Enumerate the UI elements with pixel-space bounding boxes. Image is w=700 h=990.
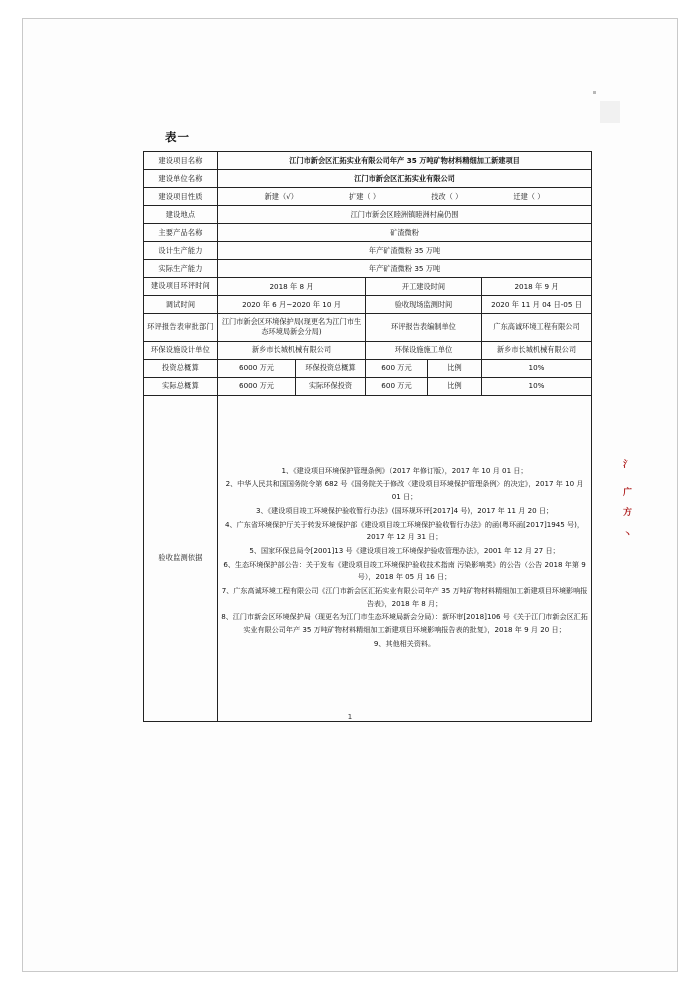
epdesign-value: 新乡市长城机械有限公司 (218, 341, 366, 359)
epconstruct-label: 环保设施施工单位 (366, 341, 482, 359)
actual-capacity-value: 年产矿渣微粉 35 万吨 (218, 260, 592, 278)
unit-name-value: 江门市新会区汇拓实业有限公司 (218, 170, 592, 188)
eia-time-value: 2018 年 8 月 (218, 278, 366, 296)
actual-capacity-label: 实际生产能力 (144, 260, 218, 278)
design-capacity-value: 年产矿渣微粉 35 万吨 (218, 242, 592, 260)
table-row (144, 206, 592, 224)
acceptance-monitor-label: 验收现场监测时间 (366, 296, 482, 314)
eia-prep-label: 环评报告表编制单位 (366, 314, 482, 342)
red-stamp-mark: 丶 (623, 530, 633, 540)
basis-item: 4、广东省环境保护厅关于转发环境保护部《建设项目竣工环境保护验收暂行办法》的函(粤环函[2017]1945 号)，2017 年 12 月 31 日； (225, 519, 585, 542)
approval-dept-label: 环评报告表审批部门 (144, 314, 218, 342)
table-row (144, 152, 592, 170)
page-number: 1 (347, 713, 353, 721)
table-row (144, 377, 592, 395)
basis-item: 8、江门市新会区环境保护局（现更名为江门市生态环境局新会分局）：新环审[2018]106 号《关于江门市新会区汇拓实业有限公司年产 35 万吨矿物材料精细加工新建项目环境影响报告表的批复》，2018 年 9 月 20 日； (221, 612, 588, 634)
table-row (144, 224, 592, 242)
table-row (144, 170, 592, 188)
commission-value: 2020 年 6 月~2020 年 10 月 (218, 296, 366, 314)
commission-label: 调试时间 (144, 296, 218, 314)
actual-total-value: 6000 万元 (218, 377, 296, 395)
ratio-value: 10% (482, 359, 592, 377)
actual-env-value: 600 万元 (366, 377, 428, 395)
unit-name-label: 建设单位名称 (144, 170, 218, 188)
table-row (144, 242, 592, 260)
env-invest-total-label: 环保投资总概算 (296, 359, 366, 377)
basis-item: 6、生态环境保护部公告：关于发布《建设项目竣工环境保护验收技术指南 污染影响类》的公告（公告 2018 年第 9 号），2018 年 05 月 16 日； (223, 559, 586, 582)
actual-total-label: 实际总概算 (144, 377, 218, 395)
basis-item: 7、广东高诚环境工程有限公司《江门市新会区汇拓实业有限公司年产 35 万吨矿物材料精细加工新建项目环境影响报告表》，2018 年 8 月； (221, 586, 588, 608)
red-stamp-mark: 氵 (623, 460, 633, 470)
basis-list (218, 395, 592, 721)
actual-ratio-label: 比例 (428, 377, 482, 395)
nature-option-relocate: 迁建（ ） (513, 191, 545, 201)
start-time-label: 开工建设时间 (366, 278, 482, 296)
basis-item: 2、中华人民共和国国务院令第 682 号《国务院关于修改〈建设项目环境保护管理条例〉的决定》，2017 年 10 月 01 日； (225, 479, 584, 501)
nature-option-tech: 技改（ ） (431, 191, 463, 201)
table-row (144, 260, 592, 278)
epconstruct-value: 新乡市长城机械有限公司 (482, 341, 592, 359)
scanned-page (22, 18, 678, 972)
product-label: 主要产品名称 (144, 224, 218, 242)
scan-speck (593, 91, 596, 94)
design-capacity-label: 设计生产能力 (144, 242, 218, 260)
actual-ratio-value: 10% (482, 377, 592, 395)
actual-env-label: 实际环保投资 (296, 377, 366, 395)
project-summary-table (143, 151, 592, 722)
basis-item: 3、《建设项目竣工环境保护验收暂行办法》(国环规环评[2017]4 号)，2017 年 11 月 20 日； (256, 505, 554, 515)
start-time-value: 2018 年 9 月 (482, 278, 592, 296)
nature-option-new: 新建（√） (264, 191, 298, 201)
product-value: 矿渣微粉 (218, 224, 592, 242)
red-stamp-mark: 广 (623, 488, 633, 498)
table-row (144, 359, 592, 377)
invest-total-label: 投资总概算 (144, 359, 218, 377)
table-label: 表一 (165, 130, 190, 144)
basis-item: 9、其他相关资料。 (373, 638, 436, 648)
project-nature-label: 建设项目性质 (144, 188, 218, 206)
table-row (144, 188, 592, 206)
nature-option-expand: 扩建（ ） (349, 191, 381, 201)
project-name-label: 建设项目名称 (144, 152, 218, 170)
basis-item: 5、国家环保总局令[2001]13 号《建设项目竣工环境保护验收管理办法》，2001 年 12 月 27 日； (249, 545, 560, 555)
project-name-value: 江门市新会区汇拓实业有限公司年产 35 万吨矿物材料精细加工新建项目 (218, 152, 592, 170)
red-stamp-mark: 方 (623, 508, 633, 518)
eia-prep-value: 广东高诚环境工程有限公司 (482, 314, 592, 342)
invest-total-value: 6000 万元 (218, 359, 296, 377)
basis-label: 验收监测依据 (144, 395, 218, 721)
ratio-label: 比例 (428, 359, 482, 377)
form-sheet (143, 129, 593, 722)
scan-speck (600, 101, 620, 123)
location-value: 江门市新会区睦洲镇睦洲村扁仍围 (218, 206, 592, 224)
location-label: 建设地点 (144, 206, 218, 224)
basis-item: 1、《建设项目环境保护管理条例》（2017 年修订版），2017 年 10 月 01 日； (281, 465, 528, 475)
eia-time-label: 建设项目环评时间 (144, 278, 218, 296)
project-nature-value (218, 188, 592, 206)
table-row (144, 278, 592, 296)
table-row-basis (144, 395, 592, 721)
table-row (144, 296, 592, 314)
table-row (144, 314, 592, 342)
env-invest-total-value: 600 万元 (366, 359, 428, 377)
approval-dept-value: 江门市新会区环境保护局(现更名为江门市生态环境局新会分局) (218, 314, 366, 342)
table-row (144, 341, 592, 359)
acceptance-monitor-value: 2020 年 11 月 04 日-05 日 (482, 296, 592, 314)
epdesign-label: 环保设施设计单位 (144, 341, 218, 359)
